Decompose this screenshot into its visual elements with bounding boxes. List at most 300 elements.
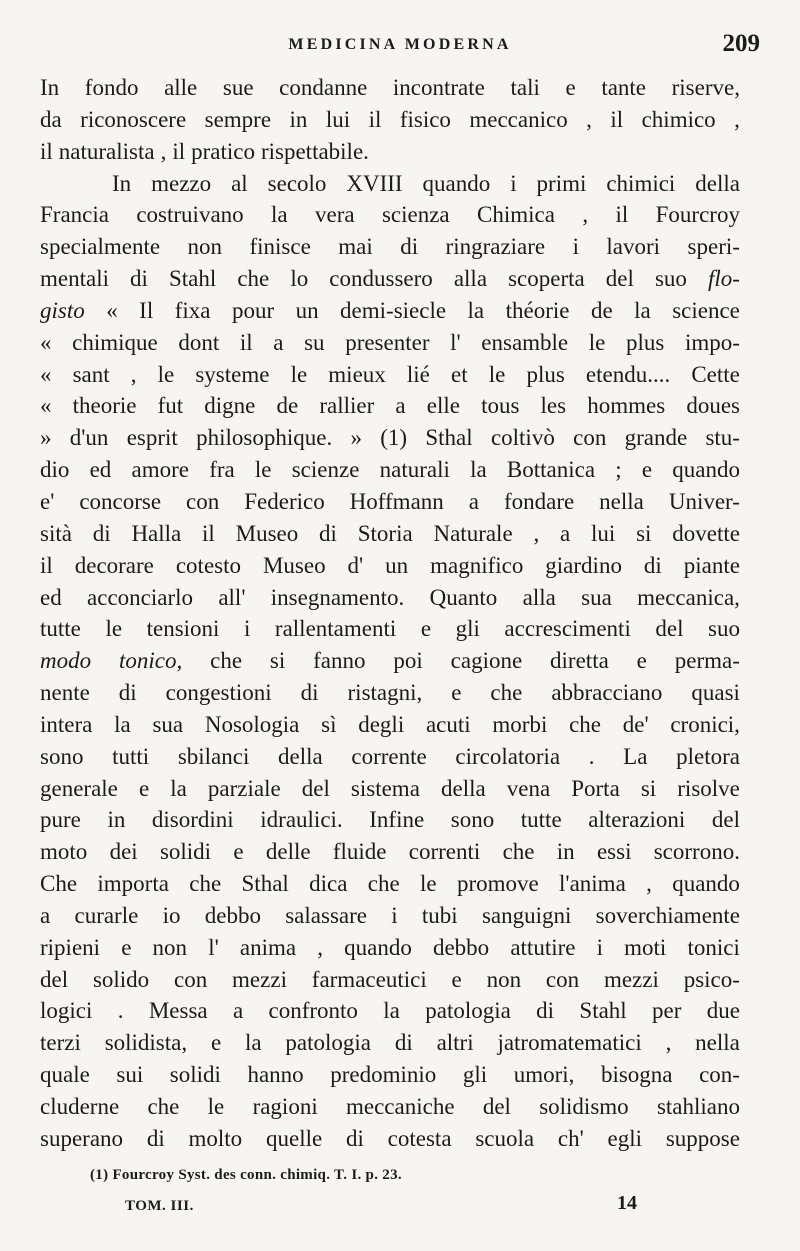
- word: della: [695, 170, 740, 196]
- text-line: [40, 454, 740, 486]
- word: la: [244, 1030, 262, 1056]
- word: tutte: [40, 616, 81, 642]
- word: dio: [40, 457, 70, 483]
- word: i: [596, 934, 603, 960]
- word: esprit: [126, 425, 178, 451]
- word: lui: [591, 520, 616, 546]
- word: disordini: [151, 807, 234, 833]
- word: Museo: [235, 520, 299, 546]
- word: al: [231, 170, 248, 196]
- word: diretta: [550, 648, 609, 674]
- word: ringraziare: [445, 234, 546, 260]
- word: d'un: [69, 425, 109, 451]
- word: il: [40, 552, 53, 578]
- word: amore: [131, 457, 189, 483]
- word: quasi: [691, 680, 740, 706]
- word: tensioni: [146, 616, 220, 642]
- word: philosophique.: [196, 425, 333, 451]
- word: Bottanica: [506, 457, 596, 483]
- word: La: [623, 743, 648, 769]
- text-line: [40, 327, 740, 359]
- word: a: [395, 393, 406, 419]
- word: d': [347, 552, 364, 578]
- word: fluide: [332, 839, 387, 865]
- word: sui: [116, 1062, 144, 1088]
- word: de: [276, 393, 299, 419]
- word: lo: [290, 266, 309, 292]
- word: alla: [522, 584, 556, 610]
- word: sanguigni: [481, 902, 572, 928]
- word: Sthal: [425, 425, 473, 451]
- word: di: [400, 234, 419, 260]
- word: Halla: [131, 520, 182, 546]
- word: degli: [358, 711, 405, 737]
- word: in: [556, 839, 575, 865]
- word: della: [278, 743, 323, 769]
- word: congestioni: [165, 680, 272, 706]
- word: si: [636, 520, 652, 546]
- word: Quanto: [429, 584, 498, 610]
- word: ensamble: [481, 329, 569, 355]
- word: meccanico: [469, 106, 568, 132]
- word: suppose: [665, 1125, 740, 1151]
- word: il: [40, 138, 53, 164]
- word: ristagni,: [347, 680, 423, 706]
- word: de: [590, 297, 613, 323]
- word: che: [189, 871, 222, 897]
- word: ,: [665, 1030, 672, 1056]
- word: «: [40, 361, 52, 387]
- word: il: [172, 138, 186, 164]
- word: condussero: [329, 266, 433, 292]
- text-line: [40, 231, 740, 263]
- text-line: [40, 773, 740, 805]
- word: quando: [344, 934, 412, 960]
- word: de': [622, 711, 649, 737]
- word: fisico: [399, 106, 451, 132]
- word: il: [615, 202, 629, 228]
- word: costruivano: [136, 202, 244, 228]
- word: generale: [40, 775, 118, 801]
- word: di: [92, 520, 111, 546]
- word: ,: [533, 520, 540, 546]
- word: il: [368, 106, 382, 132]
- body-text: [40, 72, 740, 1155]
- word: scuola: [475, 1125, 535, 1151]
- word: théorie: [505, 297, 570, 323]
- text-line: [40, 868, 740, 900]
- word: i: [572, 234, 579, 260]
- word: ragioni: [252, 1094, 318, 1119]
- word: la: [470, 457, 487, 483]
- word: vera: [315, 202, 355, 228]
- word: due: [706, 998, 740, 1024]
- word: science: [672, 297, 740, 323]
- word: a: [232, 998, 244, 1024]
- word: patologia: [285, 1030, 372, 1056]
- word: ;: [615, 457, 622, 483]
- word: cronici,: [670, 711, 740, 737]
- text-line: [40, 1123, 740, 1155]
- word: Messa: [148, 998, 208, 1024]
- word: specialmente: [40, 234, 161, 260]
- word: promove: [456, 871, 539, 897]
- word: i: [510, 170, 517, 196]
- word: l': [208, 934, 219, 960]
- word: le: [105, 616, 123, 642]
- word: tali: [510, 75, 540, 100]
- word: vena: [506, 775, 551, 801]
- word: ,: [160, 138, 167, 164]
- word: soverchiamente: [595, 902, 740, 928]
- word: systeme: [195, 361, 270, 387]
- word: egli: [607, 1125, 643, 1151]
- word: rallentamenti: [274, 616, 397, 642]
- word: intera: [40, 711, 93, 737]
- word: la: [271, 202, 288, 228]
- word: digne: [204, 393, 256, 419]
- word: In: [40, 75, 60, 100]
- text-line: [40, 1059, 740, 1091]
- word: mieux: [328, 361, 386, 387]
- word: e': [40, 488, 55, 514]
- word: riserve,: [671, 75, 740, 100]
- running-title: MEDICINA MODERNA: [288, 36, 512, 53]
- word: lavori: [606, 234, 661, 260]
- word: sant: [72, 361, 110, 387]
- word: il: [202, 520, 215, 546]
- word: tubi: [421, 902, 458, 928]
- word: che: [569, 711, 601, 737]
- word: circolatoria: [455, 743, 561, 769]
- word: confronto: [268, 998, 358, 1024]
- word: Univer-: [668, 488, 740, 514]
- word: perma-: [674, 648, 740, 674]
- word: le: [488, 361, 506, 387]
- word: con: [174, 966, 208, 992]
- word: etendu....: [585, 361, 671, 387]
- word: del: [40, 966, 69, 992]
- word: fanno: [313, 648, 366, 674]
- word: chimique: [72, 329, 158, 355]
- word: doues: [686, 393, 740, 419]
- word: fondo: [84, 75, 139, 100]
- word: mezzi: [603, 966, 659, 992]
- word: sì: [321, 711, 337, 737]
- word: di: [643, 552, 662, 578]
- word: gli: [462, 1062, 488, 1088]
- word: tutte: [520, 807, 562, 833]
- word: pour: [231, 297, 275, 323]
- word: sono: [40, 743, 84, 769]
- word: piante: [683, 552, 740, 578]
- word: moti: [624, 934, 667, 960]
- word: gli: [455, 616, 480, 642]
- word: la: [114, 711, 131, 737]
- word: stu-: [705, 425, 740, 451]
- word: che: [490, 680, 523, 706]
- word: e: [121, 934, 132, 960]
- word: pratico: [191, 138, 255, 164]
- word: dovette: [672, 520, 740, 546]
- word: «: [106, 297, 118, 323]
- word: ripieni: [40, 934, 101, 960]
- word: acconciarlo: [87, 584, 194, 610]
- word: lié: [406, 361, 430, 387]
- word: primi: [536, 170, 587, 196]
- signature-mark: 14: [617, 1192, 637, 1214]
- text-line: [40, 964, 740, 996]
- word: naturali: [379, 457, 450, 483]
- word: Francia: [40, 202, 109, 228]
- word: naturalista: [58, 138, 155, 164]
- word: acuti: [425, 711, 471, 737]
- word: flo-: [707, 266, 740, 292]
- word: sempre: [204, 106, 272, 132]
- word: di: [319, 520, 337, 546]
- word: nella: [695, 1030, 740, 1056]
- word: della: [440, 775, 486, 801]
- word: sue: [222, 75, 254, 100]
- word: meccaniche: [346, 1094, 455, 1119]
- word: un: [295, 297, 319, 323]
- word: con-: [699, 1062, 740, 1088]
- word: solidi: [159, 839, 212, 865]
- word: jatromatematici: [497, 1030, 642, 1056]
- word: elle: [426, 393, 460, 419]
- word: di: [146, 1125, 165, 1151]
- word: non: [486, 966, 522, 992]
- word: poi: [393, 648, 423, 674]
- word: Naturale: [433, 520, 513, 546]
- word: alle: [164, 75, 198, 100]
- text-line: [40, 932, 740, 964]
- word: hommes: [587, 393, 666, 419]
- word: nente: [40, 680, 90, 706]
- word: di: [394, 1030, 413, 1056]
- word: incontrate: [392, 75, 485, 100]
- text-line: [40, 582, 740, 614]
- word: Hoffmann: [349, 488, 444, 514]
- word: grande: [624, 425, 688, 451]
- word: farmaceutici: [311, 966, 427, 992]
- word: che: [502, 839, 535, 865]
- word: chimico: [641, 106, 716, 132]
- text-line: [40, 390, 740, 422]
- word: »: [350, 425, 362, 451]
- text-line: [40, 72, 740, 104]
- word: debbo: [432, 934, 490, 960]
- word: sità: [40, 520, 72, 546]
- word: Porta: [571, 775, 620, 801]
- word: pure: [40, 807, 81, 833]
- word: il: [610, 106, 624, 132]
- word: che: [367, 871, 400, 897]
- word: suo: [654, 266, 687, 292]
- word: tonici: [687, 934, 740, 960]
- word: risolve: [677, 775, 740, 801]
- word: rispettabile.: [260, 138, 369, 164]
- word: all': [218, 584, 246, 610]
- word: Stahl: [579, 998, 627, 1024]
- word: les: [540, 393, 567, 419]
- word: e: [210, 1030, 222, 1056]
- word: ch': [557, 1125, 584, 1151]
- word: gisto: [40, 297, 85, 323]
- word: lui: [325, 106, 351, 132]
- word: e: [641, 457, 653, 483]
- word: solidi: [169, 1062, 221, 1088]
- word: si: [269, 648, 286, 674]
- word: terzi: [40, 1030, 81, 1056]
- text-line: [40, 741, 740, 773]
- word: finisce: [249, 234, 311, 260]
- word: bisogna: [600, 1062, 673, 1088]
- word: Stahl: [169, 266, 217, 292]
- text-line: [40, 1091, 740, 1123]
- word: nella: [599, 488, 644, 514]
- word: stahliano: [656, 1094, 740, 1119]
- word: con: [573, 425, 607, 451]
- text-line: [40, 263, 740, 295]
- word: le: [157, 361, 175, 387]
- word: anima: [239, 934, 297, 960]
- text-line: [40, 168, 740, 200]
- word: secolo: [267, 170, 327, 196]
- word: condanne: [279, 75, 368, 100]
- word: sua: [152, 711, 184, 737]
- word: corrente: [351, 743, 427, 769]
- word: i: [391, 902, 398, 928]
- word: tonico,: [119, 648, 183, 674]
- word: »: [40, 425, 52, 451]
- word: e: [138, 775, 150, 801]
- word: ,: [317, 934, 323, 960]
- text-line: [40, 900, 740, 932]
- word: modo: [40, 648, 92, 674]
- word: di: [345, 1125, 364, 1151]
- word: mai: [338, 234, 373, 260]
- word: io: [162, 902, 181, 928]
- word: attutire: [510, 934, 576, 960]
- word: su: [304, 329, 325, 355]
- word: e: [451, 680, 462, 706]
- word: Storia: [357, 520, 413, 546]
- word: in: [289, 106, 308, 132]
- word: curarle: [74, 902, 139, 928]
- word: .: [588, 743, 595, 769]
- word: solido: [92, 966, 150, 992]
- word: sono: [450, 807, 495, 833]
- word: Il: [139, 297, 154, 323]
- word: le: [588, 329, 606, 355]
- word: mezzi: [232, 966, 287, 992]
- text-line: [40, 836, 740, 868]
- word: i: [243, 616, 251, 642]
- word: Cette: [691, 361, 740, 387]
- word: si: [640, 775, 657, 801]
- word: ,: [734, 106, 740, 132]
- word: riconoscere: [80, 106, 187, 132]
- word: a: [273, 329, 284, 355]
- word: quando: [672, 871, 740, 897]
- word: debbo: [204, 902, 261, 928]
- word: non: [152, 934, 188, 960]
- word: fixa: [174, 297, 211, 323]
- word: la: [634, 297, 651, 323]
- word: alterazioni: [588, 807, 686, 833]
- word: che: [147, 1094, 180, 1119]
- word: e: [420, 616, 432, 642]
- word: l': [450, 329, 461, 355]
- word: fra: [209, 457, 235, 483]
- word: solidismo: [539, 1094, 629, 1119]
- word: e: [565, 75, 576, 100]
- text-line: [40, 104, 740, 136]
- word: le: [420, 871, 437, 897]
- word: scorrono.: [653, 839, 740, 865]
- word: dica: [309, 871, 348, 897]
- word: Infine: [369, 807, 425, 833]
- word: e: [636, 648, 647, 674]
- word: la: [170, 775, 187, 801]
- text-line: [40, 804, 740, 836]
- word: ,: [130, 361, 137, 387]
- text-line: [40, 613, 740, 645]
- text-line: [40, 677, 740, 709]
- word: theorie: [72, 393, 137, 419]
- word: Fourcroy: [655, 202, 740, 228]
- word: rallier: [319, 393, 375, 419]
- word: del: [711, 807, 740, 833]
- word: Sthal: [241, 871, 289, 897]
- word: «: [40, 329, 52, 355]
- word: ,: [646, 871, 652, 897]
- word: tous: [481, 393, 520, 419]
- word: meccanica,: [637, 584, 740, 610]
- word: e: [451, 966, 462, 992]
- word: che: [210, 648, 243, 674]
- word: quelle: [265, 1125, 323, 1151]
- word: accrescimenti: [504, 616, 631, 642]
- word: delle: [265, 839, 311, 865]
- word: .: [117, 998, 124, 1024]
- word: di: [118, 680, 137, 706]
- word: speri-: [687, 234, 740, 260]
- text-line: [40, 550, 740, 582]
- word: umori,: [513, 1062, 575, 1088]
- word: mentali: [40, 266, 109, 292]
- text-line: [40, 295, 740, 327]
- word: cagione: [450, 648, 523, 674]
- word: demi-siecle: [340, 297, 447, 323]
- word: del: [655, 616, 684, 642]
- word: quando: [422, 170, 491, 196]
- word: per: [652, 998, 682, 1024]
- word: scienze: [291, 457, 360, 483]
- word: molto: [188, 1125, 243, 1151]
- word: predominio: [330, 1062, 437, 1088]
- text-line: [40, 1027, 740, 1059]
- word: dont: [178, 329, 220, 355]
- word: cotesto: [175, 552, 241, 578]
- word: ed: [89, 457, 112, 483]
- word: salassare: [285, 902, 367, 928]
- word: fut: [157, 393, 184, 419]
- word: tutti: [112, 743, 150, 769]
- word: plus: [526, 361, 565, 387]
- word: sbilanci: [177, 743, 250, 769]
